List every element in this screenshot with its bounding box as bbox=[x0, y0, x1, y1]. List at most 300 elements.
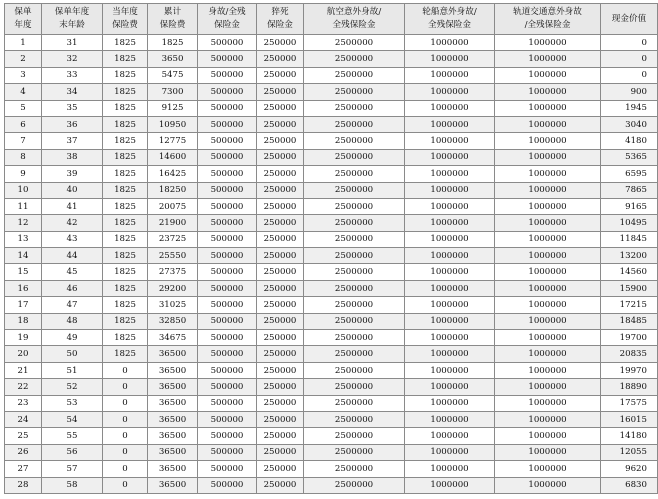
cell-policy-year: 16 bbox=[5, 280, 42, 296]
cell-policy-year: 9 bbox=[5, 166, 42, 182]
cell-ship-benefit: 1000000 bbox=[405, 182, 495, 198]
cell-cash-value: 0 bbox=[601, 51, 658, 67]
header-line-2: 保险费 bbox=[112, 20, 138, 30]
cell-policy-year: 22 bbox=[5, 379, 42, 395]
cell-rail-benefit: 1000000 bbox=[495, 215, 601, 231]
cell-age: 54 bbox=[42, 411, 103, 427]
header-line-1: 轮船意外身故/ bbox=[422, 7, 477, 17]
cell-cumulative-premium: 36500 bbox=[148, 444, 198, 460]
table-row bbox=[5, 428, 658, 444]
cell-cash-value: 14560 bbox=[601, 264, 658, 280]
cell-cumulative-premium: 36500 bbox=[148, 411, 198, 427]
table-row bbox=[5, 84, 658, 100]
cell-death-benefit: 500000 bbox=[198, 215, 257, 231]
table-row bbox=[5, 182, 658, 198]
cell-sudden-death-benefit: 250000 bbox=[257, 461, 304, 477]
cell-annual-premium: 1825 bbox=[103, 67, 148, 83]
header-line-1: 航空意外身故/ bbox=[326, 7, 382, 17]
cell-cumulative-premium: 31025 bbox=[148, 297, 198, 313]
cell-cumulative-premium: 34675 bbox=[148, 330, 198, 346]
cell-annual-premium: 1825 bbox=[103, 35, 148, 51]
cell-rail-benefit: 1000000 bbox=[495, 461, 601, 477]
header-line-1: 猝死 bbox=[271, 7, 289, 17]
cell-policy-year: 7 bbox=[5, 133, 42, 149]
cell-aviation-benefit: 2500000 bbox=[304, 379, 405, 395]
cell-age: 49 bbox=[42, 330, 103, 346]
cell-ship-benefit: 1000000 bbox=[405, 444, 495, 460]
cell-death-benefit: 500000 bbox=[198, 428, 257, 444]
cell-annual-premium: 1825 bbox=[103, 346, 148, 362]
table-row bbox=[5, 280, 658, 296]
cell-cash-value: 16015 bbox=[601, 411, 658, 427]
header-line-2: 保险金 bbox=[267, 20, 293, 30]
cell-sudden-death-benefit: 250000 bbox=[257, 477, 304, 493]
cell-sudden-death-benefit: 250000 bbox=[257, 248, 304, 264]
cell-policy-year: 10 bbox=[5, 182, 42, 198]
cell-sudden-death-benefit: 250000 bbox=[257, 35, 304, 51]
cell-death-benefit: 500000 bbox=[198, 166, 257, 182]
cell-aviation-benefit: 2500000 bbox=[304, 84, 405, 100]
cell-rail-benefit: 1000000 bbox=[495, 166, 601, 182]
cell-ship-benefit: 1000000 bbox=[405, 411, 495, 427]
cell-policy-year: 2 bbox=[5, 51, 42, 67]
cell-aviation-benefit: 2500000 bbox=[304, 231, 405, 247]
cell-policy-year: 20 bbox=[5, 346, 42, 362]
cell-cash-value: 14180 bbox=[601, 428, 658, 444]
table-row bbox=[5, 411, 658, 427]
cell-cumulative-premium: 36500 bbox=[148, 461, 198, 477]
cell-sudden-death-benefit: 250000 bbox=[257, 264, 304, 280]
cell-rail-benefit: 1000000 bbox=[495, 280, 601, 296]
table-row bbox=[5, 395, 658, 411]
cell-death-benefit: 500000 bbox=[198, 133, 257, 149]
table-row bbox=[5, 166, 658, 182]
cell-age: 34 bbox=[42, 84, 103, 100]
cell-annual-premium: 1825 bbox=[103, 297, 148, 313]
cell-cumulative-premium: 29200 bbox=[148, 280, 198, 296]
header-policy-year bbox=[5, 4, 42, 35]
cell-ship-benefit: 1000000 bbox=[405, 379, 495, 395]
cell-aviation-benefit: 2500000 bbox=[304, 133, 405, 149]
cell-death-benefit: 500000 bbox=[198, 35, 257, 51]
cell-sudden-death-benefit: 250000 bbox=[257, 67, 304, 83]
cell-cash-value: 4180 bbox=[601, 133, 658, 149]
cell-age: 42 bbox=[42, 215, 103, 231]
cell-annual-premium: 0 bbox=[103, 411, 148, 427]
cell-ship-benefit: 1000000 bbox=[405, 100, 495, 116]
cell-sudden-death-benefit: 250000 bbox=[257, 51, 304, 67]
cell-sudden-death-benefit: 250000 bbox=[257, 362, 304, 378]
table-row bbox=[5, 346, 658, 362]
cell-sudden-death-benefit: 250000 bbox=[257, 100, 304, 116]
cell-cumulative-premium: 36500 bbox=[148, 362, 198, 378]
cell-cash-value: 0 bbox=[601, 35, 658, 51]
cell-rail-benefit: 1000000 bbox=[495, 411, 601, 427]
header-line-2: 保险费 bbox=[159, 20, 186, 30]
cell-rail-benefit: 1000000 bbox=[495, 297, 601, 313]
cell-policy-year: 11 bbox=[5, 198, 42, 214]
cell-death-benefit: 500000 bbox=[198, 231, 257, 247]
cell-death-benefit: 500000 bbox=[198, 248, 257, 264]
header-line-2: /全残保险金 bbox=[524, 20, 571, 30]
cell-policy-year: 8 bbox=[5, 149, 42, 165]
cell-aviation-benefit: 2500000 bbox=[304, 330, 405, 346]
cell-cash-value: 6595 bbox=[601, 166, 658, 182]
cell-policy-year: 18 bbox=[5, 313, 42, 329]
header-cash-value bbox=[601, 4, 658, 35]
cell-ship-benefit: 1000000 bbox=[405, 264, 495, 280]
cell-ship-benefit: 1000000 bbox=[405, 248, 495, 264]
header-line-1: 现金价值 bbox=[611, 13, 647, 24]
cell-sudden-death-benefit: 250000 bbox=[257, 215, 304, 231]
cell-annual-premium: 1825 bbox=[103, 198, 148, 214]
cell-age: 40 bbox=[42, 182, 103, 198]
cell-policy-year: 1 bbox=[5, 35, 42, 51]
cell-aviation-benefit: 2500000 bbox=[304, 215, 405, 231]
cell-ship-benefit: 1000000 bbox=[405, 198, 495, 214]
header-annual-premium bbox=[103, 4, 148, 35]
table-row bbox=[5, 116, 658, 132]
cell-ship-benefit: 1000000 bbox=[405, 215, 495, 231]
cell-cash-value: 5365 bbox=[601, 149, 658, 165]
cell-rail-benefit: 1000000 bbox=[495, 444, 601, 460]
cell-aviation-benefit: 2500000 bbox=[304, 67, 405, 83]
cell-cumulative-premium: 36500 bbox=[148, 346, 198, 362]
cell-aviation-benefit: 2500000 bbox=[304, 149, 405, 165]
cell-cash-value: 0 bbox=[601, 67, 658, 83]
cell-sudden-death-benefit: 250000 bbox=[257, 346, 304, 362]
cell-rail-benefit: 1000000 bbox=[495, 395, 601, 411]
table-row bbox=[5, 264, 658, 280]
cell-age: 47 bbox=[42, 297, 103, 313]
cell-annual-premium: 0 bbox=[103, 461, 148, 477]
cell-death-benefit: 500000 bbox=[198, 280, 257, 296]
cell-rail-benefit: 1000000 bbox=[495, 428, 601, 444]
header-line-1: 保单 bbox=[14, 7, 32, 17]
cell-policy-year: 12 bbox=[5, 215, 42, 231]
cell-ship-benefit: 1000000 bbox=[405, 231, 495, 247]
cell-aviation-benefit: 2500000 bbox=[304, 116, 405, 132]
cell-age: 32 bbox=[42, 51, 103, 67]
cell-aviation-benefit: 2500000 bbox=[304, 248, 405, 264]
cell-policy-year: 26 bbox=[5, 444, 42, 460]
cell-annual-premium: 1825 bbox=[103, 100, 148, 116]
cell-death-benefit: 500000 bbox=[198, 346, 257, 362]
cell-cumulative-premium: 14600 bbox=[148, 149, 198, 165]
cell-annual-premium: 1825 bbox=[103, 149, 148, 165]
table-row bbox=[5, 297, 658, 313]
cell-ship-benefit: 1000000 bbox=[405, 116, 495, 132]
table-row bbox=[5, 133, 658, 149]
cell-policy-year: 21 bbox=[5, 362, 42, 378]
cell-age: 50 bbox=[42, 346, 103, 362]
cell-cash-value: 3040 bbox=[601, 116, 658, 132]
cell-age: 53 bbox=[42, 395, 103, 411]
cell-policy-year: 15 bbox=[5, 264, 42, 280]
cell-age: 58 bbox=[42, 477, 103, 493]
table-row bbox=[5, 477, 658, 493]
cell-cash-value: 6830 bbox=[601, 477, 658, 493]
cell-death-benefit: 500000 bbox=[198, 51, 257, 67]
cell-annual-premium: 1825 bbox=[103, 280, 148, 296]
cell-annual-premium: 1825 bbox=[103, 84, 148, 100]
cell-sudden-death-benefit: 250000 bbox=[257, 116, 304, 132]
header-line-2: 年度 bbox=[14, 20, 32, 30]
cell-annual-premium: 0 bbox=[103, 395, 148, 411]
cell-sudden-death-benefit: 250000 bbox=[257, 280, 304, 296]
cell-ship-benefit: 1000000 bbox=[405, 297, 495, 313]
cell-policy-year: 27 bbox=[5, 461, 42, 477]
cell-annual-premium: 1825 bbox=[103, 116, 148, 132]
cell-cumulative-premium: 25550 bbox=[148, 248, 198, 264]
benefit-table bbox=[4, 3, 658, 494]
cell-cumulative-premium: 3650 bbox=[148, 51, 198, 67]
cell-sudden-death-benefit: 250000 bbox=[257, 166, 304, 182]
cell-cumulative-premium: 36500 bbox=[148, 395, 198, 411]
cell-annual-premium: 1825 bbox=[103, 330, 148, 346]
cell-cumulative-premium: 1825 bbox=[148, 35, 198, 51]
cell-policy-year: 24 bbox=[5, 411, 42, 427]
cell-policy-year: 14 bbox=[5, 248, 42, 264]
header-line-2: 末年龄 bbox=[59, 20, 85, 30]
cell-policy-year: 4 bbox=[5, 84, 42, 100]
cell-aviation-benefit: 2500000 bbox=[304, 100, 405, 116]
cell-rail-benefit: 1000000 bbox=[495, 346, 601, 362]
cell-cumulative-premium: 21900 bbox=[148, 215, 198, 231]
cell-rail-benefit: 1000000 bbox=[495, 198, 601, 214]
header-rail-benefit bbox=[495, 4, 601, 35]
cell-policy-year: 25 bbox=[5, 428, 42, 444]
cell-sudden-death-benefit: 250000 bbox=[257, 133, 304, 149]
cell-annual-premium: 0 bbox=[103, 379, 148, 395]
cell-rail-benefit: 1000000 bbox=[495, 264, 601, 280]
cell-death-benefit: 500000 bbox=[198, 444, 257, 460]
cell-rail-benefit: 1000000 bbox=[495, 313, 601, 329]
cell-cumulative-premium: 9125 bbox=[148, 100, 198, 116]
cell-annual-premium: 0 bbox=[103, 362, 148, 378]
cell-ship-benefit: 1000000 bbox=[405, 133, 495, 149]
table-row bbox=[5, 362, 658, 378]
cell-death-benefit: 500000 bbox=[198, 379, 257, 395]
cell-cumulative-premium: 36500 bbox=[148, 477, 198, 493]
cell-cumulative-premium: 10950 bbox=[148, 116, 198, 132]
cell-ship-benefit: 1000000 bbox=[405, 395, 495, 411]
cell-ship-benefit: 1000000 bbox=[405, 166, 495, 182]
cell-age: 44 bbox=[42, 248, 103, 264]
header-line-2: 保险金 bbox=[214, 20, 240, 30]
table-row bbox=[5, 248, 658, 264]
cell-ship-benefit: 1000000 bbox=[405, 35, 495, 51]
cell-rail-benefit: 1000000 bbox=[495, 248, 601, 264]
cell-death-benefit: 500000 bbox=[198, 198, 257, 214]
cell-rail-benefit: 1000000 bbox=[495, 477, 601, 493]
cell-death-benefit: 500000 bbox=[198, 411, 257, 427]
cell-ship-benefit: 1000000 bbox=[405, 280, 495, 296]
cell-cumulative-premium: 16425 bbox=[148, 166, 198, 182]
cell-sudden-death-benefit: 250000 bbox=[257, 231, 304, 247]
cell-cumulative-premium: 23725 bbox=[148, 231, 198, 247]
cell-rail-benefit: 1000000 bbox=[495, 379, 601, 395]
cell-age: 46 bbox=[42, 280, 103, 296]
cell-cumulative-premium: 7300 bbox=[148, 84, 198, 100]
cell-annual-premium: 1825 bbox=[103, 248, 148, 264]
cell-annual-premium: 1825 bbox=[103, 51, 148, 67]
cell-cumulative-premium: 36500 bbox=[148, 428, 198, 444]
cell-age: 55 bbox=[42, 428, 103, 444]
cell-age: 48 bbox=[42, 313, 103, 329]
cell-death-benefit: 500000 bbox=[198, 330, 257, 346]
cell-rail-benefit: 1000000 bbox=[495, 133, 601, 149]
cell-cumulative-premium: 32850 bbox=[148, 313, 198, 329]
cell-death-benefit: 500000 bbox=[198, 84, 257, 100]
cell-aviation-benefit: 2500000 bbox=[304, 166, 405, 182]
cell-age: 36 bbox=[42, 116, 103, 132]
cell-age: 56 bbox=[42, 444, 103, 460]
table-row bbox=[5, 330, 658, 346]
cell-rail-benefit: 1000000 bbox=[495, 100, 601, 116]
cell-cash-value: 1945 bbox=[601, 100, 658, 116]
header-line-1: 累计 bbox=[163, 7, 182, 17]
cell-aviation-benefit: 2500000 bbox=[304, 198, 405, 214]
cell-aviation-benefit: 2500000 bbox=[304, 461, 405, 477]
cell-age: 41 bbox=[42, 198, 103, 214]
cell-cash-value: 10495 bbox=[601, 215, 658, 231]
cell-cumulative-premium: 18250 bbox=[148, 182, 198, 198]
cell-cash-value: 17575 bbox=[601, 395, 658, 411]
header-line-2: 全残保险金 bbox=[332, 20, 376, 30]
cell-aviation-benefit: 2500000 bbox=[304, 444, 405, 460]
cell-sudden-death-benefit: 250000 bbox=[257, 411, 304, 427]
cell-sudden-death-benefit: 250000 bbox=[257, 198, 304, 214]
cell-aviation-benefit: 2500000 bbox=[304, 264, 405, 280]
table-row bbox=[5, 198, 658, 214]
cell-death-benefit: 500000 bbox=[198, 149, 257, 165]
cell-age: 35 bbox=[42, 100, 103, 116]
cell-age: 43 bbox=[42, 231, 103, 247]
cell-policy-year: 28 bbox=[5, 477, 42, 493]
cell-aviation-benefit: 2500000 bbox=[304, 362, 405, 378]
cell-age: 33 bbox=[42, 67, 103, 83]
cell-death-benefit: 500000 bbox=[198, 116, 257, 132]
header-line-2: 全残保险金 bbox=[428, 20, 471, 30]
cell-death-benefit: 500000 bbox=[198, 67, 257, 83]
header-ship-benefit bbox=[405, 4, 495, 35]
cell-death-benefit: 500000 bbox=[198, 100, 257, 116]
cell-cash-value: 18485 bbox=[601, 313, 658, 329]
cell-cash-value: 13200 bbox=[601, 248, 658, 264]
cell-policy-year: 3 bbox=[5, 67, 42, 83]
cell-death-benefit: 500000 bbox=[198, 297, 257, 313]
cell-cash-value: 20835 bbox=[601, 346, 658, 362]
cell-rail-benefit: 1000000 bbox=[495, 35, 601, 51]
table-row bbox=[5, 313, 658, 329]
cell-cash-value: 12055 bbox=[601, 444, 658, 460]
cell-annual-premium: 1825 bbox=[103, 215, 148, 231]
cell-cash-value: 7865 bbox=[601, 182, 658, 198]
cell-age: 57 bbox=[42, 461, 103, 477]
table-row bbox=[5, 67, 658, 83]
cell-cumulative-premium: 12775 bbox=[148, 133, 198, 149]
cell-rail-benefit: 1000000 bbox=[495, 51, 601, 67]
table-body bbox=[5, 35, 658, 494]
table-row bbox=[5, 51, 658, 67]
cell-ship-benefit: 1000000 bbox=[405, 51, 495, 67]
cell-cash-value: 9165 bbox=[601, 198, 658, 214]
cell-cumulative-premium: 5475 bbox=[148, 67, 198, 83]
cell-cumulative-premium: 27375 bbox=[148, 264, 198, 280]
cell-aviation-benefit: 2500000 bbox=[304, 182, 405, 198]
cell-annual-premium: 1825 bbox=[103, 231, 148, 247]
cell-annual-premium: 1825 bbox=[103, 133, 148, 149]
cell-rail-benefit: 1000000 bbox=[495, 182, 601, 198]
cell-ship-benefit: 1000000 bbox=[405, 149, 495, 165]
cell-policy-year: 17 bbox=[5, 297, 42, 313]
cell-sudden-death-benefit: 250000 bbox=[257, 444, 304, 460]
cell-ship-benefit: 1000000 bbox=[405, 84, 495, 100]
cell-aviation-benefit: 2500000 bbox=[304, 35, 405, 51]
cell-annual-premium: 1825 bbox=[103, 313, 148, 329]
cell-cash-value: 19970 bbox=[601, 362, 658, 378]
cell-ship-benefit: 1000000 bbox=[405, 313, 495, 329]
cell-ship-benefit: 1000000 bbox=[405, 477, 495, 493]
cell-sudden-death-benefit: 250000 bbox=[257, 297, 304, 313]
cell-sudden-death-benefit: 250000 bbox=[257, 395, 304, 411]
cell-rail-benefit: 1000000 bbox=[495, 362, 601, 378]
cell-death-benefit: 500000 bbox=[198, 182, 257, 198]
cell-aviation-benefit: 2500000 bbox=[304, 346, 405, 362]
cell-rail-benefit: 1000000 bbox=[495, 330, 601, 346]
cell-rail-benefit: 1000000 bbox=[495, 116, 601, 132]
cell-death-benefit: 500000 bbox=[198, 313, 257, 329]
table-header-row bbox=[5, 4, 658, 35]
header-line-1: 保单年度 bbox=[54, 7, 90, 17]
cell-aviation-benefit: 2500000 bbox=[304, 280, 405, 296]
cell-aviation-benefit: 2500000 bbox=[304, 51, 405, 67]
table-row bbox=[5, 100, 658, 116]
cell-rail-benefit: 1000000 bbox=[495, 149, 601, 165]
cell-cash-value: 15900 bbox=[601, 280, 658, 296]
cell-rail-benefit: 1000000 bbox=[495, 84, 601, 100]
cell-annual-premium: 1825 bbox=[103, 264, 148, 280]
cell-sudden-death-benefit: 250000 bbox=[257, 84, 304, 100]
cell-ship-benefit: 1000000 bbox=[405, 362, 495, 378]
cell-sudden-death-benefit: 250000 bbox=[257, 182, 304, 198]
cell-sudden-death-benefit: 250000 bbox=[257, 428, 304, 444]
cell-age: 45 bbox=[42, 264, 103, 280]
header-age bbox=[42, 4, 103, 35]
header-sudden-death-benefit bbox=[257, 4, 304, 35]
cell-annual-premium: 0 bbox=[103, 444, 148, 460]
header-death-benefit bbox=[198, 4, 257, 35]
cell-policy-year: 19 bbox=[5, 330, 42, 346]
cell-policy-year: 6 bbox=[5, 116, 42, 132]
cell-policy-year: 23 bbox=[5, 395, 42, 411]
cell-cash-value: 19700 bbox=[601, 330, 658, 346]
header-line-1: 轨道交通意外身故 bbox=[513, 7, 582, 17]
cell-aviation-benefit: 2500000 bbox=[304, 395, 405, 411]
header-cumulative-premium bbox=[148, 4, 198, 35]
cell-aviation-benefit: 2500000 bbox=[304, 477, 405, 493]
cell-annual-premium: 0 bbox=[103, 477, 148, 493]
cell-cash-value: 18890 bbox=[601, 379, 658, 395]
cell-cash-value: 9620 bbox=[601, 461, 658, 477]
cell-rail-benefit: 1000000 bbox=[495, 67, 601, 83]
cell-sudden-death-benefit: 250000 bbox=[257, 313, 304, 329]
cell-age: 39 bbox=[42, 166, 103, 182]
cell-cash-value: 11845 bbox=[601, 231, 658, 247]
table-row bbox=[5, 149, 658, 165]
table-row bbox=[5, 215, 658, 231]
